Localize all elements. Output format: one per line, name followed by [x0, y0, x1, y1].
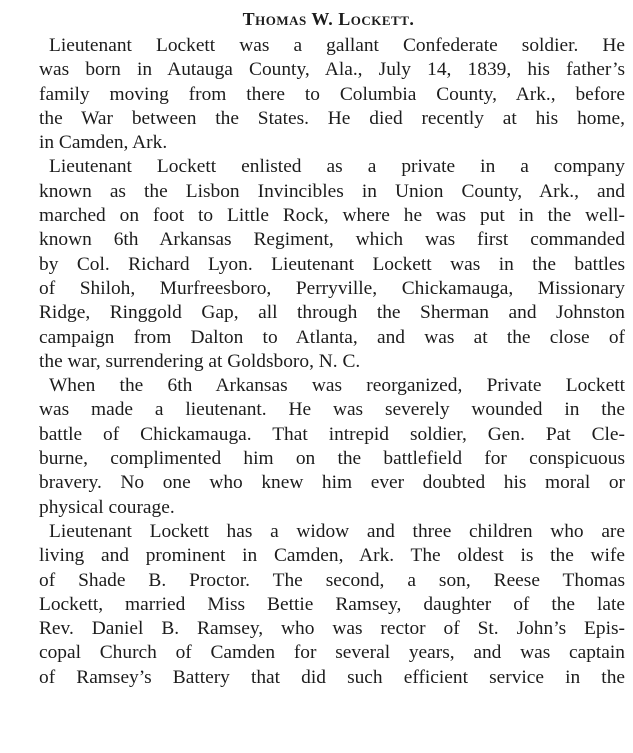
article-title: Thomas W. Lockett. — [242, 9, 415, 29]
text-line: Lieutenant Lockett enlisted as a private in a company — [49, 156, 625, 178]
text-line: Lockett, married Miss Bettie Ramsey, daughter of the late — [39, 593, 625, 615]
text-line: physical courage. — [39, 496, 175, 518]
text-line: Lieutenant Lockett has a widow and three children who are — [49, 520, 625, 542]
text-line: copal Church of Camden for several years, and was captain — [39, 642, 625, 664]
text-line: family moving from there to Columbia County, Ark., before — [39, 83, 625, 105]
text-line: living and prominent in Camden, Ark. The oldest is the wife — [39, 545, 625, 567]
text-line: known 6th Arkansas Regiment, which was first commanded — [39, 229, 625, 251]
text-line: bravery. No one who knew him ever doubted his moral or — [39, 472, 625, 494]
text-line: the war, surrendering at Goldsboro, N. C. — [39, 350, 361, 372]
text-line: was born in Autauga County, Ala., July 14, 1839, his father’s — [39, 59, 625, 81]
text-line: the War between the States. He died recently at his home, — [39, 107, 625, 129]
text-line: marched on foot to Little Rock, where he was put in the well- — [39, 205, 625, 227]
text-line: campaign from Dalton to Atlanta, and was at the close of — [39, 326, 625, 348]
text-line: of Ramsey’s Battery that did such efficient service in the — [39, 666, 625, 688]
paragraph-1 — [24, 34, 625, 155]
text-line: Ridge, Ringgold Gap, all through the Sherman and Johnston — [39, 302, 625, 324]
text-line: known as the Lisbon Invincibles in Union County, Ark., and — [39, 180, 625, 202]
paragraph-4 — [24, 520, 625, 690]
text-line: battle of Chickamauga. That intrepid soldier, Gen. Pat Cle- — [39, 423, 625, 445]
text-line: in Camden, Ark. — [39, 132, 168, 154]
text-line: of Shade B. Proctor. The second, a son, Reese Thomas — [39, 569, 625, 591]
text-line: Rev. Daniel B. Ramsey, who was rector of St. John’s Epis- — [39, 618, 625, 640]
text-line: When the 6th Arkansas was reorganized, Private Lockett — [49, 375, 625, 397]
paragraph-2 — [24, 155, 625, 374]
text-line: burne, complimented him on the battlefield for conspicuous — [39, 448, 625, 470]
text-line: Lieutenant Lockett was a gallant Confederate soldier. He — [49, 35, 625, 56]
text-line: of Shiloh, Murfreesboro, Perryville, Chickamauga, Missionary — [39, 277, 625, 299]
text-line: by Col. Richard Lyon. Lieutenant Lockett was in the battles — [39, 253, 625, 275]
text-line: was made a lieutenant. He was severely wounded in the — [39, 399, 625, 421]
paragraph-3 — [24, 374, 625, 520]
